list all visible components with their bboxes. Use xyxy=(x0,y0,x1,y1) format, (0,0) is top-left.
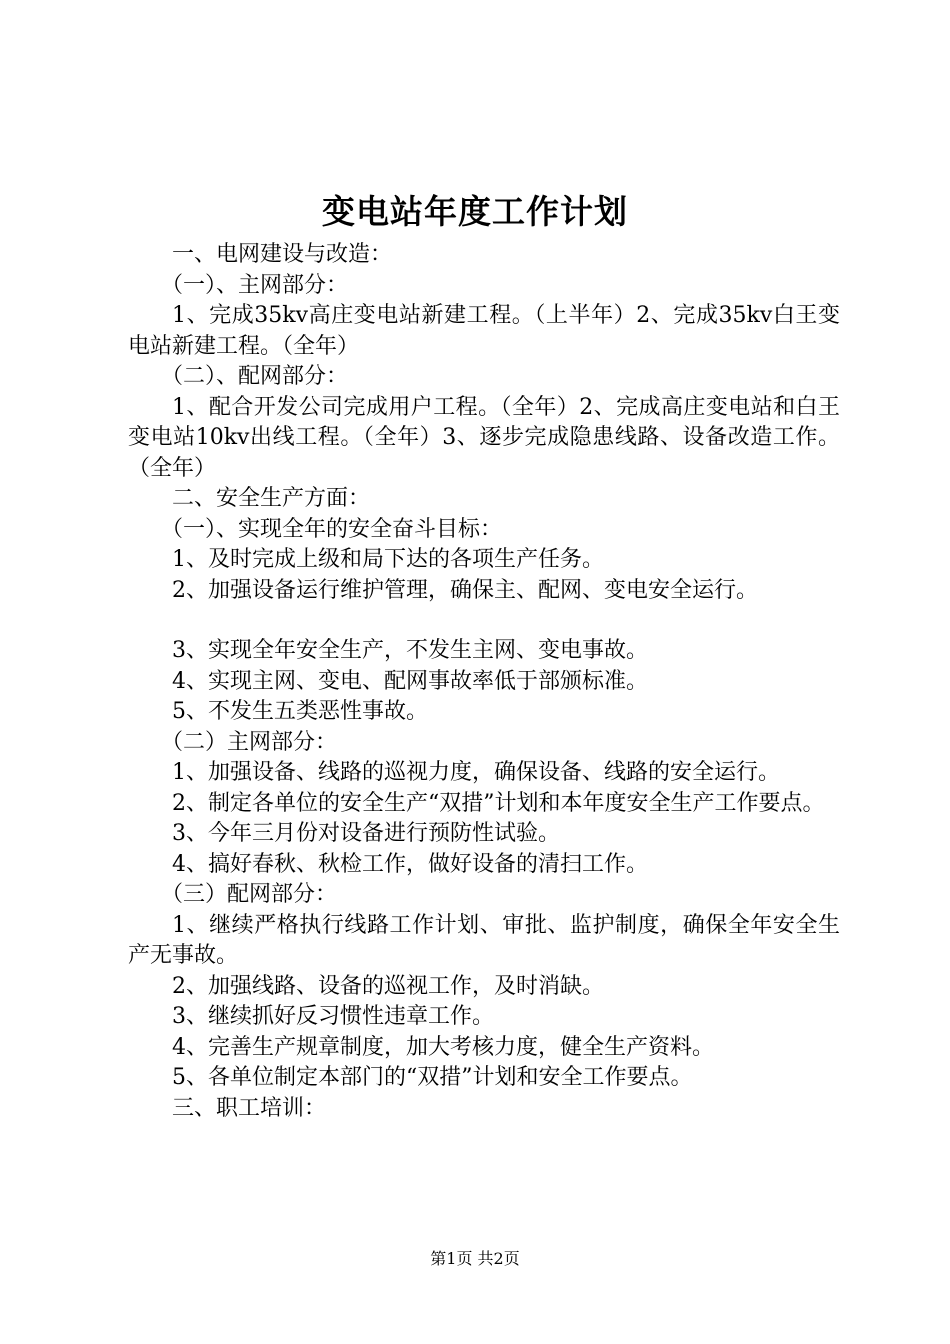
subsection-heading: （一）、主网部分： xyxy=(161,272,349,298)
blank-line xyxy=(128,606,840,636)
page-footer: 第1页 共2页 xyxy=(430,1249,520,1268)
list-item: 5、各单位制定本部门的“双措”计划和安全工作要点。 xyxy=(172,1065,693,1090)
list-item: 1、及时完成上级和局下达的各项生产任务。 xyxy=(172,547,604,572)
list-item: 3、今年三月份对设备进行预防性试验。 xyxy=(172,821,560,846)
subsection-heading: （二）、配网部分： xyxy=(161,364,349,389)
subsection-heading: （三）配网部分： xyxy=(161,882,338,907)
list-item: 1、加强设备、线路的巡视力度，确保设备、线路的安全运行。 xyxy=(172,760,780,785)
list-item: 3、继续抓好反习惯性违章工作。 xyxy=(172,1004,494,1029)
paragraph: 1、完成35kv高庄变电站新建工程。（上半年）2、完成35kv白王变电站新建工程。（全年） xyxy=(128,303,840,359)
document-title: 变电站年度工作计划 xyxy=(322,192,628,231)
subsection-heading: （二）主网部分： xyxy=(161,729,338,755)
list-item: 2、加强设备运行维护管理，确保主、配网、变电安全运行。 xyxy=(172,577,758,603)
section-heading: 三、职工培训： xyxy=(172,1095,327,1121)
list-item: 1、继续严格执行线路工作计划、审批、监护制度，确保全年安全生产无事故。 xyxy=(128,912,840,968)
list-item: 4、完善生产规章制度，加大考核力度，健全生产资料。 xyxy=(172,1034,714,1060)
subsection-heading: （一）、实现全年的安全奋斗目标： xyxy=(161,516,503,542)
list-item: 2、加强线路、设备的巡视工作，及时消缺。 xyxy=(172,973,604,999)
list-item: 3、实现全年安全生产，不发生主网、变电事故。 xyxy=(172,638,648,663)
list-item: 4、搞好春秋、秋检工作，做好设备的清扫工作。 xyxy=(172,851,648,877)
section-heading: 二、安全生产方面： xyxy=(172,486,371,511)
list-item: 2、制定各单位的安全生产“双措”计划和本年度安全生产工作要点。 xyxy=(172,790,825,816)
document-body xyxy=(128,240,840,1124)
list-item: 5、不发生五类恶性事故。 xyxy=(172,699,428,724)
paragraph: 1、配合开发公司完成用户工程。（全年）2、完成高庄变电站和白王变电站10kv出线工程。（全年）3、逐步完成隐患线路、设备改造工作。（全年） xyxy=(128,394,840,481)
section-heading: 一、电网建设与改造： xyxy=(172,242,393,267)
list-item: 4、实现主网、变电、配网事故率低于部颁标准。 xyxy=(172,668,648,694)
